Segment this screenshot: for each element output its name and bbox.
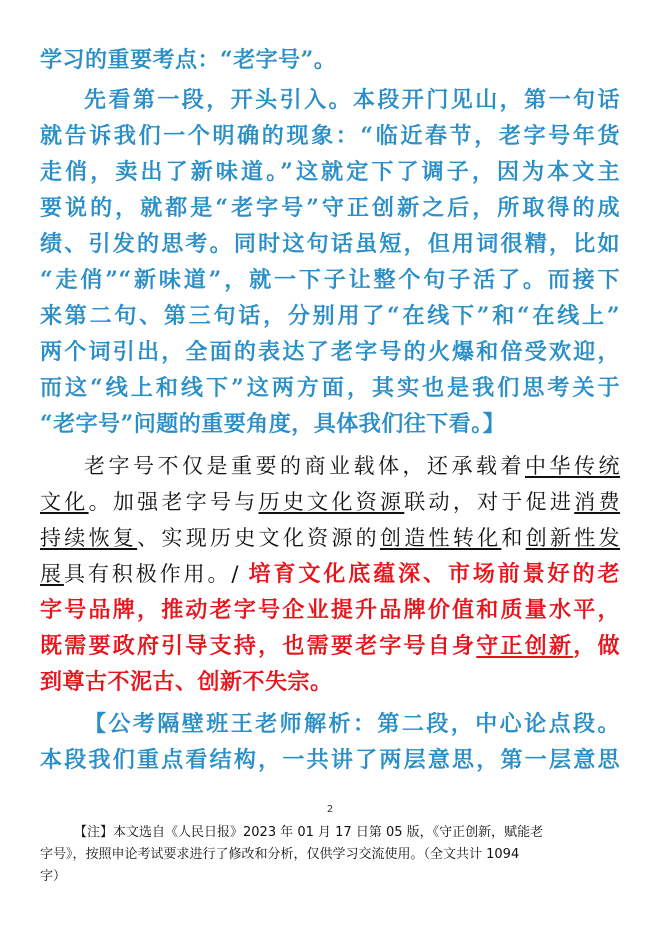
footnote-line: 【注】本文选自《人民日报》2023 年 01 月 17 日第 05 版，《守正创新，赋能老 bbox=[74, 825, 544, 840]
text-segment: 和 bbox=[501, 526, 526, 550]
footnote-line: 字号》，按照申论考试要求进行了修改和分析，仅供学习交流使用。（全文共计 1094 bbox=[40, 847, 520, 862]
text-segment: 守正创新 bbox=[476, 633, 574, 659]
text-segment: “走俏”“新味道”，就一下子让整个句子活了。而接下 bbox=[40, 267, 620, 293]
text-line bbox=[40, 592, 620, 628]
text-line bbox=[40, 484, 620, 520]
text-line bbox=[40, 190, 620, 226]
text-line bbox=[40, 118, 620, 154]
text-line bbox=[40, 154, 620, 190]
text-segment: 绩、引发的思考。同时这句话虽短，但用词很精，比如 bbox=[40, 231, 620, 257]
text-segment: 历史文化资源 bbox=[258, 490, 405, 514]
text-segment: 先看第一段，开头引入。本段开门见山，第一句话 bbox=[84, 87, 620, 113]
text-line bbox=[40, 42, 620, 78]
text-segment: 中华传统 bbox=[525, 454, 620, 478]
text-segment: 。加强老字号与 bbox=[88, 490, 259, 514]
text-segment: 走俏，卖出了新味道。”这就定下了调子，因为本文主 bbox=[40, 159, 620, 185]
text-line bbox=[40, 406, 620, 442]
text-segment: 老字号不仅是重要的商业载体，还承载着 bbox=[84, 454, 525, 478]
text-segment: 到尊古不泥古、创新不失宗。 bbox=[40, 669, 333, 695]
text-line bbox=[40, 706, 620, 742]
text-segment: 创新性发 bbox=[525, 526, 621, 550]
text-segment: 文化 bbox=[40, 490, 89, 514]
text-segment: 来第二句、第三句话，分别用了“在线下”和“在线上” bbox=[40, 303, 620, 329]
text-line bbox=[40, 262, 620, 298]
text-line bbox=[40, 742, 620, 778]
text-segment: 学习的重要考点：“老字号”。 bbox=[40, 47, 337, 73]
text-segment: 要说的，就都是“老字号”守正创新之后，所取得的成 bbox=[40, 195, 620, 221]
text-segment: 两个词引出，全面的表达了老字号的火爆和倍受欢迎， bbox=[40, 339, 620, 365]
text-segment: 具有积极作用。/ bbox=[63, 562, 249, 586]
text-segment: “老字号”问题的重要角度，具体我们往下看。】 bbox=[40, 411, 506, 437]
text-line bbox=[40, 628, 620, 664]
text-line bbox=[40, 226, 620, 262]
text-segment: 本段我们重点看结构，一共讲了两层意思，第一层意思 bbox=[40, 747, 620, 773]
text-line bbox=[40, 82, 620, 118]
text-segment: ，做 bbox=[573, 633, 620, 659]
text-segment: 既需要政府引导支持，也需要老字号自身 bbox=[40, 633, 477, 659]
text-segment: 持续恢复 bbox=[40, 526, 138, 550]
text-segment: 【公考隔壁班王老师解析：第二段，中心论点段。 bbox=[84, 711, 620, 737]
text-line bbox=[40, 334, 620, 370]
page-number: 2 bbox=[326, 804, 334, 815]
text-line bbox=[40, 298, 620, 334]
text-segment: 、实现历史文化资源的 bbox=[137, 526, 380, 550]
text-segment: 联动，对于促进 bbox=[404, 490, 575, 514]
text-line bbox=[40, 556, 620, 592]
footnote-line: 字） bbox=[40, 869, 67, 884]
text-line bbox=[40, 448, 620, 484]
text-segment: 创造性转化 bbox=[379, 526, 502, 550]
text-segment: 就告诉我们一个明确的现象：“临近春节，老字号年货 bbox=[40, 123, 620, 149]
text-segment: 消费 bbox=[574, 490, 621, 514]
text-segment: 培育文化底蕴深、市场前景好的老 bbox=[248, 561, 621, 587]
text-segment: 而这“线上和线下”这两方面，其实也是我们思考关于 bbox=[40, 375, 620, 401]
text-line bbox=[40, 370, 620, 406]
text-line bbox=[40, 664, 620, 700]
text-segment: 字号品牌，推动老字号企业提升品牌价值和质量水平， bbox=[40, 597, 620, 623]
text-segment: 展 bbox=[40, 562, 64, 586]
text-line bbox=[40, 520, 620, 556]
